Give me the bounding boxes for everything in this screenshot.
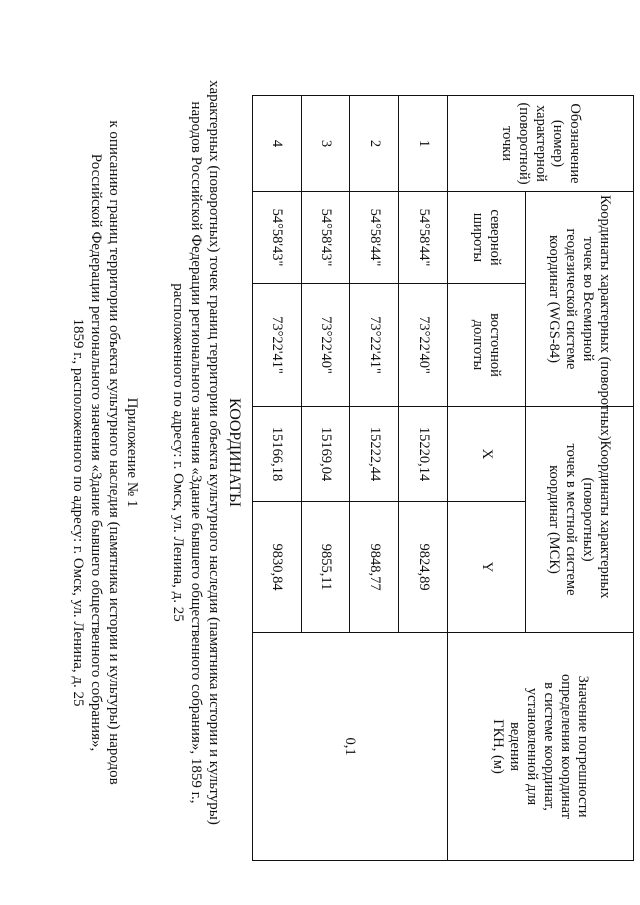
cell-latitude: 54°58'44" (350, 192, 399, 284)
header-wgs: Координаты характерных (поворотных) точек во Всемирной геодезической системе координат (WGS-84) (526, 192, 634, 407)
subtitle-line-3: расположенного по адресу: г. Омск, ул. Ленина, д. 25 (170, 283, 186, 622)
header-longitude: восточной долготы (448, 284, 526, 407)
cell-latitude: 54°58'43" (301, 192, 350, 284)
header-msk: Координаты характерных (поворотных) точек в местной системе координат (МСК) (526, 407, 634, 633)
cell-point: 1 (399, 96, 448, 192)
document-title: КООРДИНАТЫ (226, 398, 243, 507)
cell-latitude: 54°58'44" (399, 192, 448, 284)
annex-line-1: к описанию границ территории объекта культурного наследия (памятника истории и культуры) народов (106, 120, 122, 785)
annex-line-3: 1859 г., расположенного по адресу: г. Омск, ул. Ленина, д. 25 (70, 318, 86, 707)
header-point: Обозначение (номер) характерной (поворотной) точки (448, 96, 634, 192)
header-x: X (448, 407, 526, 502)
cell-y: 9855,11 (301, 502, 350, 633)
cell-error-value: 0,1 (253, 633, 448, 861)
cell-longitude: 73°22'40" (399, 284, 448, 407)
header-latitude: северной широты (448, 192, 526, 284)
subtitle-line-2: народов Российской Федерации регионального значения «Здание бывшего общественного собрания», 1859 г., (188, 101, 204, 804)
cell-y: 9824,89 (399, 502, 448, 633)
cell-longitude: 73°22'41" (350, 284, 399, 407)
cell-point: 3 (301, 96, 350, 192)
coordinates-table (252, 95, 634, 861)
annex-line-2: Российской Федерации регионального значения «Здание бывшего общественного собрания», (88, 153, 104, 752)
cell-y: 9830,84 (253, 502, 302, 633)
subtitle-line-1: характерных (поворотных) точек границ территории объекта культурного наследия (памятника истории и культуры) (206, 80, 222, 825)
table-header-row (526, 96, 634, 861)
cell-latitude: 54°58'43" (253, 192, 302, 284)
cell-y: 9848,77 (350, 502, 399, 633)
table-row (399, 96, 448, 861)
cell-point: 2 (350, 96, 399, 192)
cell-point: 4 (253, 96, 302, 192)
cell-x: 15169,04 (301, 407, 350, 502)
annex-title: Приложение № 1 (124, 397, 140, 508)
cell-longitude: 73°22'40" (301, 284, 350, 407)
cell-x: 15222,44 (350, 407, 399, 502)
cell-x: 15220,14 (399, 407, 448, 502)
cell-longitude: 73°22'41" (253, 284, 302, 407)
header-y: Y (448, 502, 526, 633)
cell-x: 15166,18 (253, 407, 302, 502)
header-error: Значение погрешности определения координат в системе координат, установленной для ведения ГКН, (м) (448, 633, 634, 861)
